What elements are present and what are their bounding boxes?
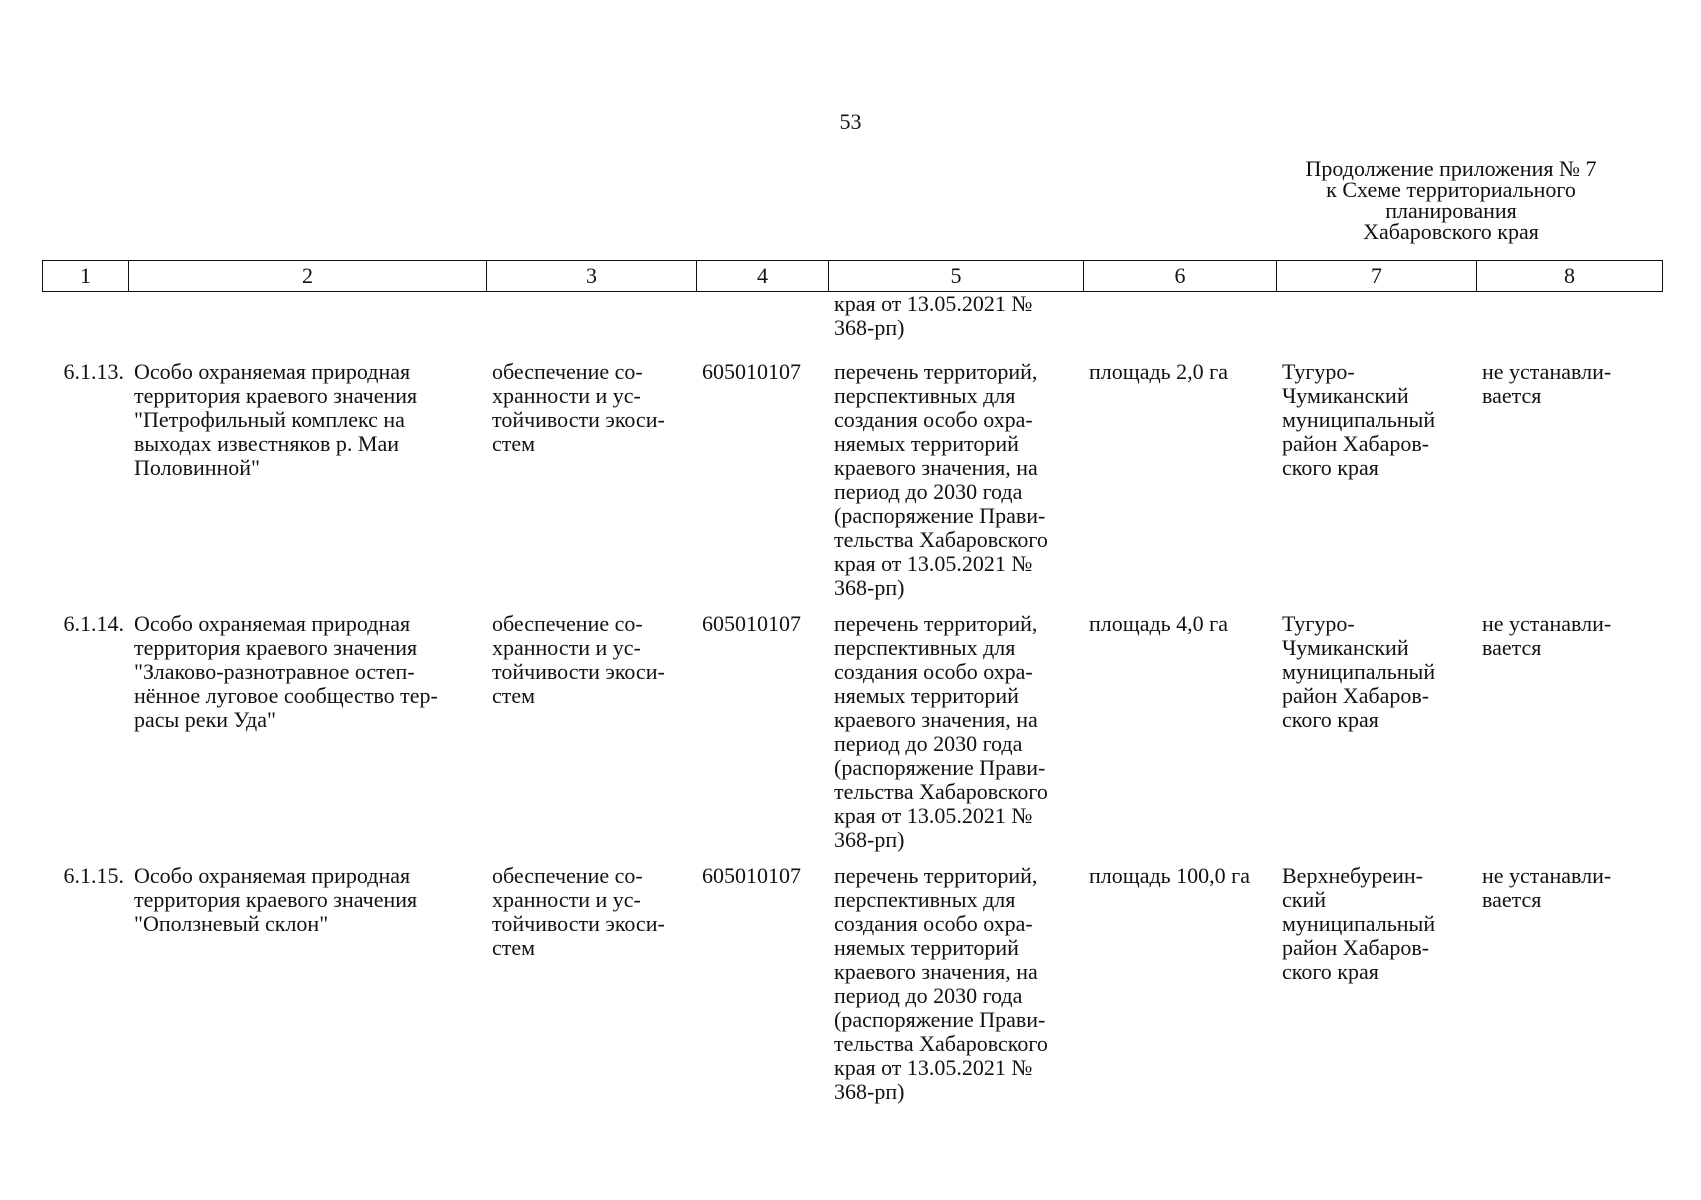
text-line: краевого значения, на [834, 707, 1038, 732]
characteristics-cell: площадь 2,0 га [1089, 359, 1228, 384]
objects-table [42, 292, 1662, 1116]
appendix-line: Хабаровского края [1363, 219, 1539, 244]
text-line: няемых территорий [834, 935, 1019, 960]
text-line: стем [492, 935, 536, 960]
text-line: период до 2030 года [834, 731, 1023, 756]
text-line: 368-рп) [834, 575, 905, 600]
table-row [42, 864, 1662, 1116]
column-number: 7 [1277, 261, 1477, 292]
text-line: хранности и ус- [492, 887, 641, 912]
object-code-cell: 605010107 [702, 863, 801, 888]
column-number: 5 [829, 261, 1084, 292]
text-line: вается [1482, 635, 1542, 660]
text-line: ского края [1282, 959, 1379, 984]
text-line: тельства Хабаровского [834, 779, 1048, 804]
text-line: ского края [1282, 455, 1379, 480]
location-cell [1276, 360, 1476, 612]
text-line: тельства Хабаровского [834, 1031, 1048, 1056]
text-line: район Хабаров- [1282, 683, 1430, 708]
location-cell [1276, 864, 1476, 1116]
text-line: не устанавли- [1482, 863, 1612, 888]
text-line: тельства Хабаровского [834, 527, 1048, 552]
text-line: "Злаково-разнотравное остеп- [134, 659, 415, 684]
column-number: 3 [487, 261, 697, 292]
text-line: Чумиканский [1282, 635, 1409, 660]
text-line: Тугуро- [1282, 611, 1355, 636]
text-line: не устанавли- [1482, 611, 1612, 636]
purpose-cell [486, 360, 696, 612]
appendix-line: планирования [1385, 198, 1517, 223]
text-line: перечень территорий, [834, 863, 1038, 888]
text-line: обеспечение со- [492, 863, 643, 888]
basis-cell [828, 612, 1083, 864]
text-line: создания особо охра- [834, 659, 1033, 684]
text-line: няемых территорий [834, 683, 1019, 708]
text-line: вается [1482, 383, 1542, 408]
characteristics-cell: площадь 100,0 га [1089, 863, 1250, 888]
text-line: края от 13.05.2021 № [834, 551, 1033, 576]
table-row [42, 360, 1662, 612]
text-line: хранности и ус- [492, 635, 641, 660]
object-code-cell: 605010107 [702, 611, 801, 636]
text-line: перечень территорий, [834, 611, 1038, 636]
object-name-cell [128, 360, 486, 612]
text-line: края от 13.05.2021 № [834, 803, 1033, 828]
text-line: Тугуро- [1282, 359, 1355, 384]
text-line: район Хабаров- [1282, 935, 1430, 960]
text-line: (распоряжение Прави- [834, 503, 1046, 528]
text-line: обеспечение со- [492, 359, 643, 384]
text-line: ский [1282, 887, 1326, 912]
object-code-cell: 605010107 [702, 359, 801, 384]
column-number-header [42, 260, 1663, 292]
item-number-cell: 6.1.14. [63, 611, 124, 636]
text-line: края от 13.05.2021 № [834, 291, 1033, 316]
text-line: (распоряжение Прави- [834, 755, 1046, 780]
text-line: выходах известняков р. Маи [134, 431, 400, 456]
text-line: тойчивости экоси- [492, 911, 665, 936]
appendix-line: к Схеме территориального [1326, 177, 1576, 202]
text-line: 368-рп) [834, 315, 905, 340]
text-line: 368-рп) [834, 827, 905, 852]
text-line: Верхнебуреин- [1282, 863, 1423, 888]
continuation-row [42, 292, 1662, 360]
text-line: края от 13.05.2021 № [834, 1055, 1033, 1080]
text-line: "Петрофильный комплекс на [134, 407, 405, 432]
text-line: муниципальный [1282, 659, 1436, 684]
zone-cell [1476, 612, 1662, 864]
text-line: хранности и ус- [492, 383, 641, 408]
text-line: ского края [1282, 707, 1379, 732]
text-line: Половинной" [134, 455, 261, 480]
purpose-cell [486, 612, 696, 864]
object-name-cell [128, 864, 486, 1116]
text-line: стем [492, 431, 536, 456]
column-number: 1 [43, 261, 129, 292]
basis-cell [828, 292, 1083, 360]
text-line: 368-рп) [834, 1079, 905, 1104]
item-number-cell: 6.1.13. [63, 359, 124, 384]
text-line: период до 2030 года [834, 479, 1023, 504]
text-line: Особо охраняемая природная [134, 359, 411, 384]
text-line: не устанавли- [1482, 359, 1612, 384]
basis-cell [828, 864, 1083, 1116]
text-line: Особо охраняемая природная [134, 863, 411, 888]
text-line: территория краевого значения [134, 635, 418, 660]
text-line: район Хабаров- [1282, 431, 1430, 456]
column-number: 8 [1477, 261, 1663, 292]
table-row [42, 612, 1662, 864]
text-line: период до 2030 года [834, 983, 1023, 1008]
text-line: "Оползневый склон" [134, 911, 329, 936]
text-line: муниципальный [1282, 911, 1436, 936]
purpose-cell [486, 864, 696, 1116]
text-line: создания особо охра- [834, 911, 1033, 936]
text-line: муниципальный [1282, 407, 1436, 432]
appendix-heading [1261, 158, 1641, 242]
item-number-cell: 6.1.15. [63, 863, 124, 888]
text-line: перспективных для [834, 887, 1016, 912]
text-line: стем [492, 683, 536, 708]
text-line: обеспечение со- [492, 611, 643, 636]
text-line: создания особо охра- [834, 407, 1033, 432]
text-line: перспективных для [834, 383, 1016, 408]
zone-cell [1476, 864, 1662, 1116]
text-line: Особо охраняемая природная [134, 611, 411, 636]
text-line: расы реки Уда" [134, 707, 276, 732]
text-line: Чумиканский [1282, 383, 1409, 408]
object-name-cell [128, 612, 486, 864]
text-line: краевого значения, на [834, 455, 1038, 480]
text-line: территория краевого значения [134, 887, 418, 912]
text-line: перечень территорий, [834, 359, 1038, 384]
text-line: краевого значения, на [834, 959, 1038, 984]
column-number: 4 [697, 261, 829, 292]
text-line: нённое луговое сообщество тер- [134, 683, 438, 708]
text-line: территория краевого значения [134, 383, 418, 408]
characteristics-cell: площадь 4,0 га [1089, 611, 1228, 636]
zone-cell [1476, 360, 1662, 612]
text-line: няемых территорий [834, 431, 1019, 456]
text-line: тойчивости экоси- [492, 407, 665, 432]
text-line: тойчивости экоси- [492, 659, 665, 684]
appendix-line: Продолжение приложения № 7 [1305, 156, 1597, 181]
column-number: 2 [129, 261, 487, 292]
column-number: 6 [1084, 261, 1277, 292]
basis-cell [828, 360, 1083, 612]
location-cell [1276, 612, 1476, 864]
text-line: (распоряжение Прави- [834, 1007, 1046, 1032]
page-number: 53 [839, 109, 862, 134]
text-line: перспективных для [834, 635, 1016, 660]
text-line: вается [1482, 887, 1542, 912]
